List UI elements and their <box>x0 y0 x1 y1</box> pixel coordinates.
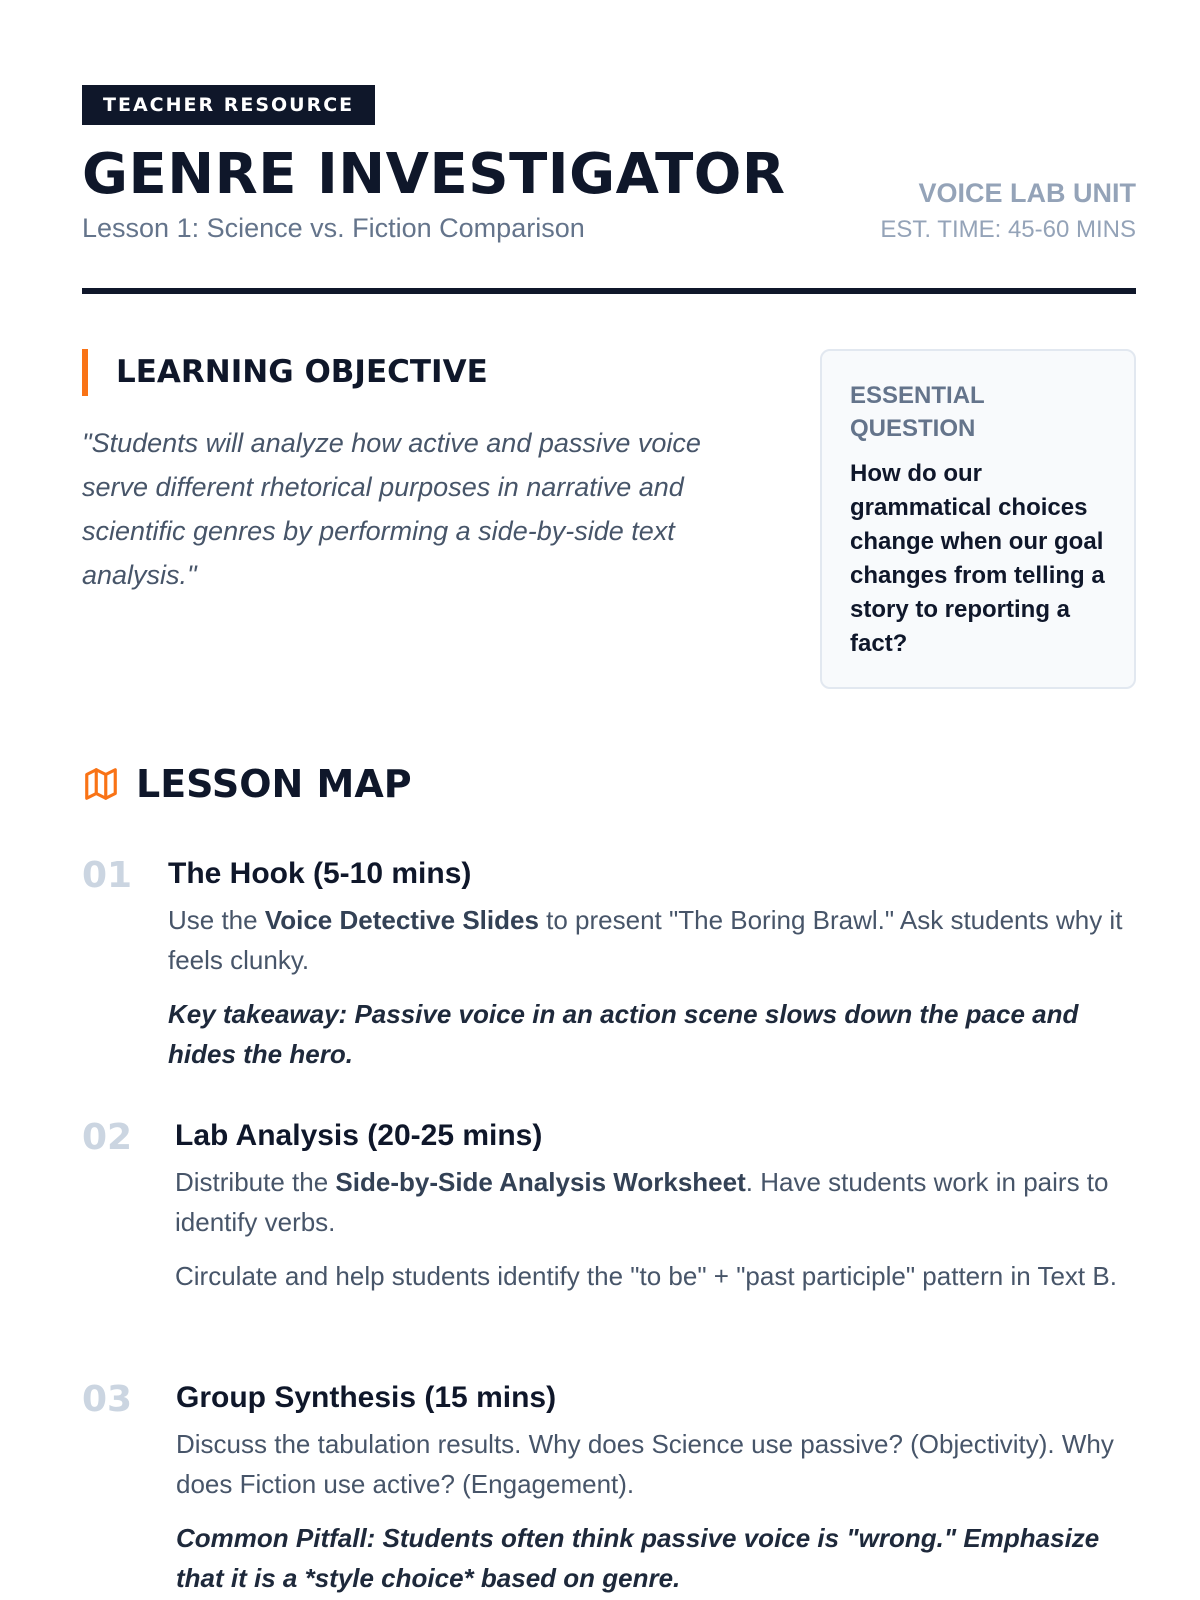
step-title: Group Synthesis (15 mins) <box>176 1381 557 1414</box>
step-content <box>175 1114 1136 1296</box>
step-description: Discuss the tabulation results. Why does Science use passive? (Objectivity). Why does Fiction use active? (Engagement). <box>176 1429 1114 1499</box>
step-text-pre: Use the <box>168 905 265 935</box>
essential-question-card <box>820 349 1136 689</box>
step-number: 02 <box>82 1117 133 1158</box>
step-description <box>175 1162 1136 1242</box>
essential-question-text: How do our grammatical choices change when our goal changes from telling a story to reporting a fact? <box>850 460 1105 657</box>
step-text-post: to present "The Boring Brawl." Ask students why it feels clunky. <box>168 905 1123 975</box>
step-title: The Hook (5-10 mins) <box>168 857 472 890</box>
step-description <box>168 900 1136 980</box>
step-text-pre: Distribute the <box>175 1167 336 1197</box>
lesson-subtitle: Lesson 1: Science vs. Fiction Comparison <box>82 213 585 243</box>
step-title: Lab Analysis (20-25 mins) <box>175 1119 543 1152</box>
lesson-map-heading: LESSON MAP <box>136 762 412 806</box>
step-common-pitfall: Common Pitfall: Students often think passive voice is "wrong." Emphasize that it is a *style choice* based on genre. <box>176 1523 1100 1593</box>
page-title: GENRE INVESTIGATOR <box>82 142 786 207</box>
step-resource-name: Voice Detective Slides <box>264 905 539 935</box>
map-icon <box>82 765 120 803</box>
step-number: 01 <box>82 855 133 896</box>
objective-text: "Students will analyze how active and passive voice serve different rhetorical purposes in narrative and scientific genres by performing a side-by-side text analysis." <box>82 428 701 590</box>
step-text-post: . Have students work in pairs to identify verbs. <box>175 1167 1109 1237</box>
objective-accent-bar <box>82 349 88 396</box>
step-resource-name: Side-by-Side Analysis Worksheet <box>335 1167 746 1197</box>
step-content <box>168 852 1136 1074</box>
header-divider <box>82 288 1136 294</box>
unit-name: VOICE LAB UNIT <box>918 178 1136 208</box>
step-key-takeaway: Key takeaway: Passive voice in an action scene slows down the pace and hides the hero. <box>168 999 1079 1069</box>
objective-heading: LEARNING OBJECTIVE <box>116 354 488 390</box>
estimated-time: EST. TIME: 45-60 MINS <box>880 216 1136 243</box>
step-number: 03 <box>82 1379 133 1420</box>
step-tip: Circulate and help students identify the "to be" + "past participle" pattern in Text B. <box>175 1261 1117 1291</box>
teacher-resource-badge: TEACHER RESOURCE <box>82 85 375 125</box>
step-content <box>176 1376 1136 1598</box>
lesson-page <box>82 0 1136 1600</box>
essential-question-label: ESSENTIAL QUESTION <box>850 382 985 442</box>
